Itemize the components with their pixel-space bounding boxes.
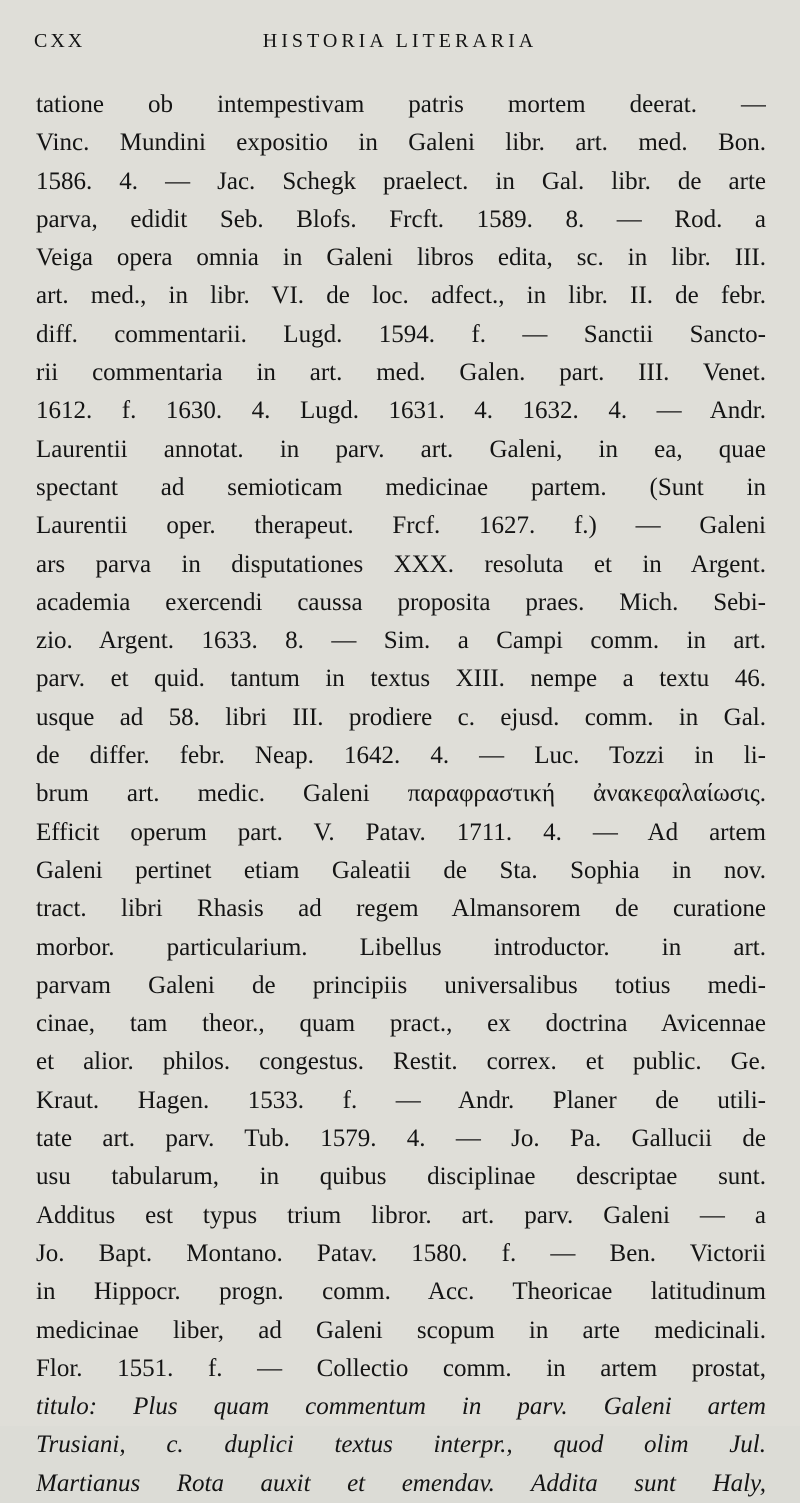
text-line: de differ. febr. Neap. 1642. 4. — Luc. Tozzi in li-	[36, 742, 766, 770]
page-number: CXX	[34, 30, 86, 52]
text-line: medicinae liber, ad Galeni scopum in arte medicinali.	[36, 1316, 766, 1344]
text-line: art. med., in libr. VI. de loc. adfect., in libr. II. de febr.	[36, 282, 766, 310]
text-line: Vinc. Mundini expositio in Galeni libr. art. med. Bon.	[36, 129, 766, 157]
text-line: parva, edidit Seb. Blofs. Frcft. 1589. 8. — Rod. a	[36, 205, 766, 233]
text-line: Flor. 1551. f. — Collectio comm. in artem prostat,	[36, 1354, 766, 1382]
text-line: usu tabularum, in quibus disciplinae descriptae sunt.	[36, 1163, 766, 1191]
text-line: academia exercendi caussa proposita praes. Mich. Sebi-	[36, 588, 766, 616]
text-line: Trusiani, c. duplici textus interpr., quod olim Jul.	[36, 1431, 766, 1459]
text-line: tract. libri Rhasis ad regem Almansorem de curatione	[36, 895, 766, 923]
running-title: HISTORIA LITERARIA	[262, 30, 538, 52]
text-line: usque ad 58. libri III. prodiere c. ejusd. comm. in Gal.	[36, 703, 766, 731]
text-line: spectant ad semioticam medicinae partem. (Sunt in	[36, 473, 766, 501]
text-line: ars parva in disputationes XXX. resoluta et in Argent.	[36, 550, 766, 578]
text-line: 1586. 4. — Jac. Schegk praelect. in Gal. libr. de arte	[36, 167, 766, 195]
text-line: zio. Argent. 1633. 8. — Sim. a Campi comm. in art.	[36, 627, 766, 655]
text-line: Efficit operum part. V. Patav. 1711. 4. — Ad artem	[36, 818, 766, 846]
text-line: rii commentaria in art. med. Galen. part. III. Venet.	[36, 359, 766, 387]
text-line: et alior. philos. congestus. Restit. correx. et public. Ge.	[36, 1048, 766, 1076]
text-line: parvam Galeni de principiis universalibus totius medi-	[36, 971, 766, 999]
text-line: Galeni pertinet etiam Galeatii de Sta. Sophia in nov.	[36, 856, 766, 884]
text-line: Veiga opera omnia in Galeni libros edita, sc. in libr. III.	[36, 244, 766, 272]
text-line: Additus est typus trium libror. art. parv. Galeni — a	[36, 1201, 766, 1229]
text-line: brum art. medic. Galeni παραφραστική ἀνακεφαλαίωσις.	[36, 780, 766, 808]
text-line: Laurentii oper. therapeut. Frcf. 1627. f.) — Galeni	[36, 512, 766, 540]
text-line: tate art. parv. Tub. 1579. 4. — Jo. Pa. Gallucii de	[36, 1125, 766, 1153]
text-line: morbor. particularium. Libellus introductor. in art.	[36, 933, 766, 961]
text-line: Jo. Bapt. Montano. Patav. 1580. f. — Ben. Victorii	[36, 1239, 766, 1267]
text-line: 1612. f. 1630. 4. Lugd. 1631. 4. 1632. 4. — Andr.	[36, 397, 766, 425]
text-line: parv. et quid. tantum in textus XIII. nempe a textu 46.	[36, 665, 766, 693]
text-line: Laurentii annotat. in parv. art. Galeni, in ea, quae	[36, 435, 766, 463]
text-line: diff. commentarii. Lugd. 1594. f. — Sanctii Sancto-	[36, 320, 766, 348]
text-line: cinae, tam theor., quam pract., ex doctrina Avicennae	[36, 1010, 766, 1038]
text-line: Martianus Rota auxit et emendav. Addita sunt Haly,	[36, 1469, 766, 1497]
text-line: tatione ob intempestivam patris mortem deerat. —	[36, 91, 766, 118]
text-line: in Hippocr. progn. comm. Acc. Theoricae latitudinum	[36, 1278, 766, 1306]
text-line: titulo: Plus quam commentum in parv. Galeni artem	[36, 1393, 766, 1421]
body-text	[36, 86, 766, 1503]
text-line: Kraut. Hagen. 1533. f. — Andr. Planer de utili-	[36, 1086, 766, 1114]
page-header	[34, 30, 766, 60]
